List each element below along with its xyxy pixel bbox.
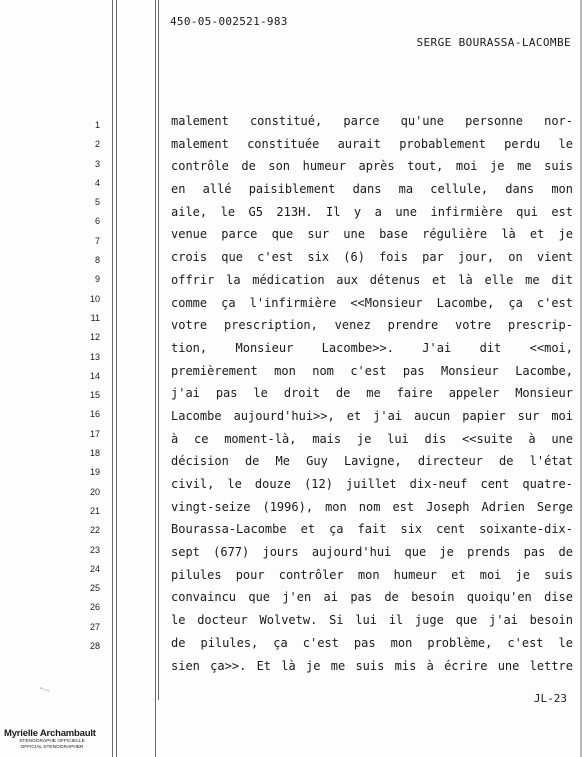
- line-number: 13: [89, 351, 100, 362]
- page-code: JL-23: [533, 692, 567, 705]
- line-number: 24: [89, 563, 100, 574]
- transcript-line: Bourassa-Lacombe et ça fait six cent soixante-dix-: [171, 522, 573, 537]
- transcript-line: Lacombe aujourd'hui>>, et j'ai aucun papier sur moi: [171, 408, 573, 423]
- line-number: 15: [89, 390, 100, 401]
- margin-rule-outer-left: [112, 0, 113, 757]
- line-number: 6: [94, 216, 100, 227]
- line-number: 18: [89, 448, 100, 459]
- line-number-column: [84, 116, 100, 656]
- line-number: 17: [89, 428, 100, 439]
- transcript-line: comme ça l'infirmière <<Monsieur Lacombe, ça c'est: [171, 295, 573, 310]
- line-number: 22: [89, 525, 100, 536]
- line-number: 3: [94, 158, 100, 169]
- line-number: 1: [94, 120, 100, 130]
- transcript-line: sien ça>>. Et là je me suis mis à écrire une lettre: [171, 658, 573, 673]
- line-number: 5: [94, 197, 100, 208]
- line-number: 27: [89, 621, 100, 632]
- line-number: 14: [89, 370, 100, 381]
- transcript-line: votre prescription, venez prendre votre prescrip-: [171, 318, 573, 333]
- witness-name-header: SERGE BOURASSA-LACOMBE: [416, 36, 571, 49]
- transcript-line: le docteur Wolvetw. Si lui il juge que j'ai besoin: [171, 613, 573, 628]
- transcript-line: sept (677) jours aujourd'hui que je prends pas de: [171, 545, 573, 560]
- line-number: 10: [89, 293, 100, 304]
- stenographer-name: Myrielle Archambault: [4, 728, 96, 739]
- transcript-line: décision de Me Guy Lavigne, directeur de l'état: [171, 454, 573, 469]
- transcript-line: malement constitué, parce qu'une personne nor-: [171, 114, 573, 128]
- transcript-line: à ce moment-là, mais je lui dis <<suite à une: [171, 431, 573, 446]
- transcript-line: civil, le douze (12) juillet dix-neuf cent quatre-: [171, 477, 573, 491]
- line-number: 25: [89, 583, 100, 594]
- stenographer-title-en: OFFICIAL STENOGRAPHER: [20, 745, 84, 750]
- line-number: 23: [89, 544, 100, 555]
- stenographer-title-fr: STÉNOGRAPHE OFFICIELLE: [19, 739, 85, 744]
- margin-rule-outer-right: [155, 0, 156, 757]
- margin-rule-inner-left: [116, 0, 117, 757]
- line-number: 21: [89, 505, 100, 516]
- transcript-line: premièrement mon nom c'est pas Monsieur Lacombe,: [171, 363, 573, 378]
- line-number: 19: [89, 467, 100, 478]
- transcript-line: offrir la médication aux détenus et là elle me dit: [171, 272, 573, 287]
- line-number: 2: [94, 139, 100, 150]
- line-number: 11: [90, 312, 100, 323]
- page-right-edge: [580, 0, 582, 757]
- scan-mark: [40, 684, 51, 691]
- transcript-line: en allé paisiblement dans ma cellule, dans mon: [171, 182, 573, 197]
- line-number: 8: [94, 255, 100, 266]
- transcript-line: pilules pour contrôler mon humeur et moi je suis: [171, 567, 573, 582]
- transcript-line: malement constituée aurait probablement perdu le: [171, 136, 573, 151]
- transcript-line: j'ai pas le droit de me faire appeler Monsieur: [171, 386, 573, 401]
- transcript-line: venue parce que sur une base régulière là et je: [171, 227, 573, 242]
- transcript-body: [171, 110, 573, 677]
- transcript-line: crois que c'est six (6) fois par jour, on vient: [171, 250, 573, 265]
- line-number: 20: [89, 486, 100, 497]
- line-number: 16: [89, 409, 100, 420]
- line-number: 12: [89, 332, 100, 343]
- transcript-line: de pilules, ça c'est pas mon problème, c'est le: [171, 635, 573, 650]
- line-number: 7: [94, 235, 100, 246]
- transcript-line: contrôle de son humeur après tout, moi je me suis: [171, 159, 573, 174]
- transcript-line: convaincu que j'en ai pas de besoin quoiqu'en dise: [171, 590, 573, 605]
- line-number: 28: [89, 641, 100, 652]
- transcript-line: aile, le G5 213H. Il y a une infirmière qui est: [171, 204, 573, 219]
- document-number: 450-05-002521-983: [170, 15, 288, 28]
- transcript-line: tion, Monsieur Lacombe>>. J'ai dit <<moi,: [171, 340, 573, 355]
- transcript-line: vingt-seize (1996), mon nom est Joseph Adrien Serge: [171, 499, 573, 514]
- line-number: 4: [94, 177, 100, 188]
- margin-rule-inner-right: [158, 0, 159, 700]
- line-number: 9: [94, 274, 100, 285]
- stenographer-stamp: [4, 728, 104, 751]
- line-number: 26: [89, 602, 100, 613]
